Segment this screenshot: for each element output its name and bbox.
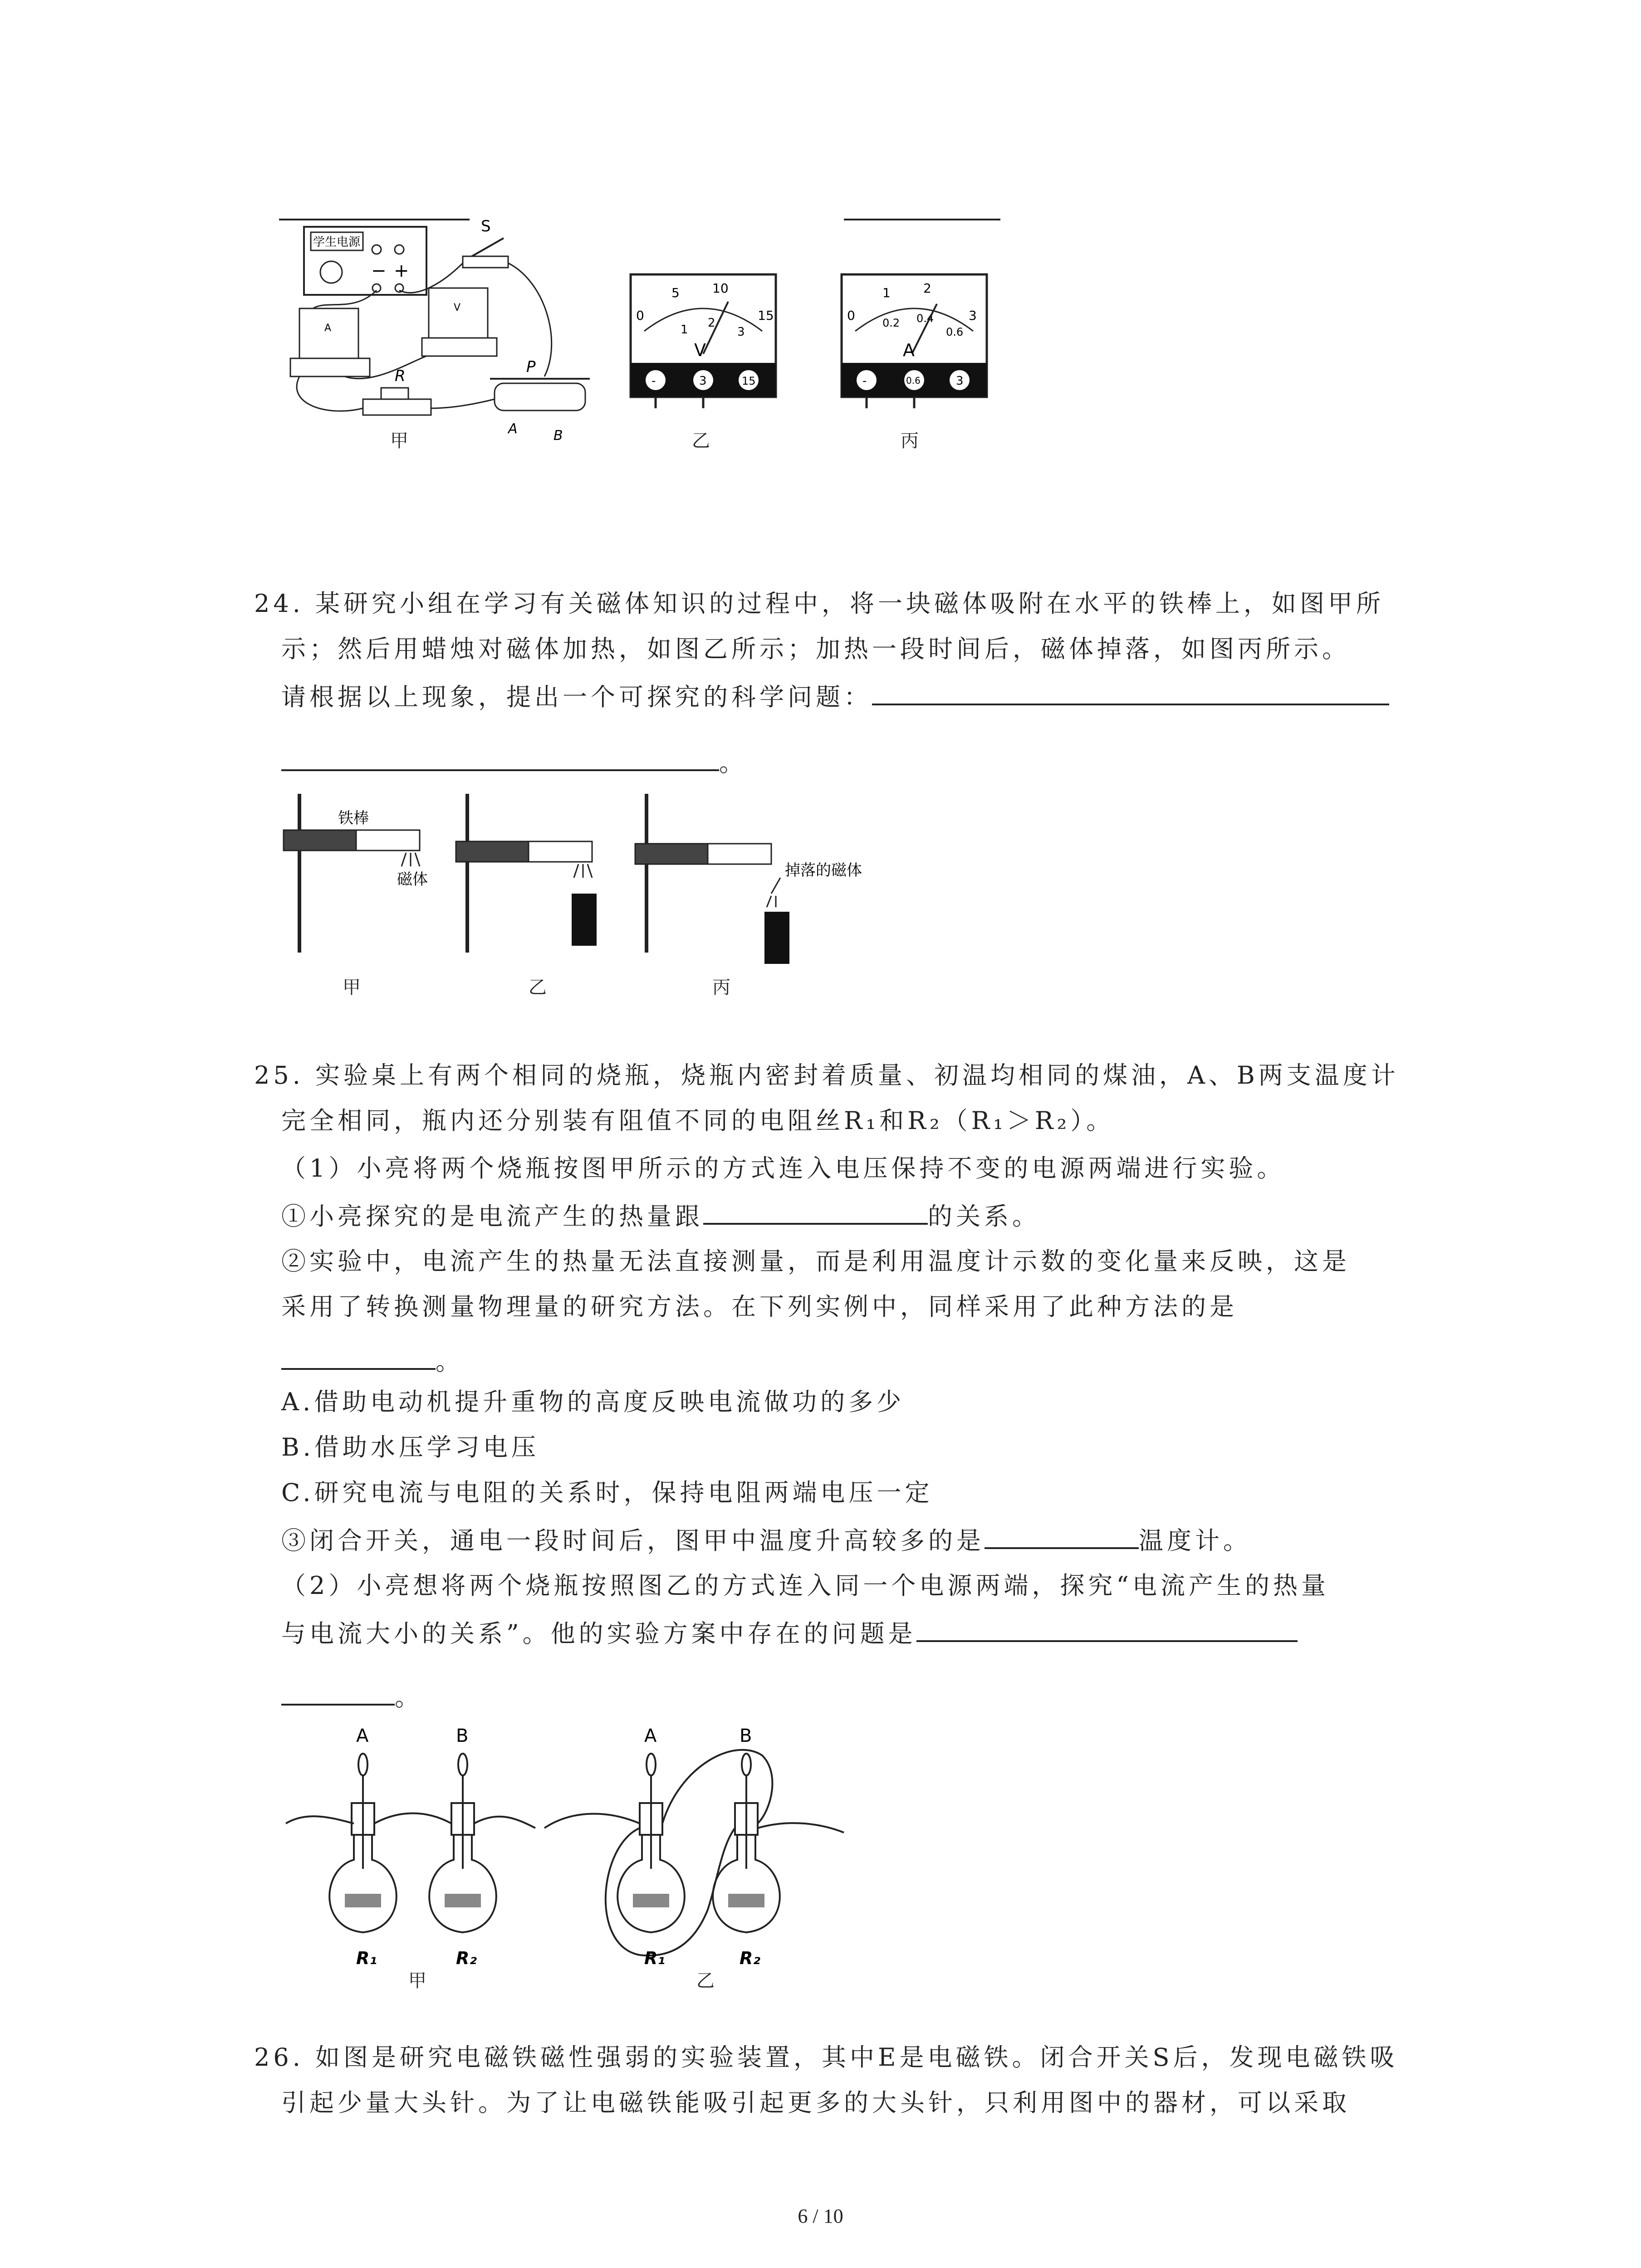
circuit-figure-jia xyxy=(272,213,617,449)
svg-text:0.6: 0.6 xyxy=(946,326,964,338)
q25-answer-blank-2[interactable] xyxy=(281,1343,436,1370)
q25-part-1: （1）小亮将两个烧瓶按图甲所示的方式连入电压保持不变的电源两端进行实验。 xyxy=(281,1154,1285,1183)
q25-part-2-line-2: 与电流大小的关系”。他的实验方案中存在的问题是 xyxy=(281,1615,1298,1650)
svg-text:−: − xyxy=(371,260,387,281)
q25-answer-blank-5[interactable] xyxy=(281,1678,395,1706)
q24-figure-label-bing: 丙 xyxy=(712,977,730,998)
q26-line-2: 引起少量大头针。为了让电磁铁能吸引起更多的大头针，只利用图中的器材，可以采取 xyxy=(281,2088,1350,2117)
ammeter-figure-bing xyxy=(837,272,991,408)
svg-text:R₁: R₁ xyxy=(356,1948,377,1968)
svg-text:-: - xyxy=(862,374,867,388)
svg-text:B: B xyxy=(554,428,563,444)
q25-part-2-line-3: 。 xyxy=(281,1678,423,1714)
svg-text:R₁: R₁ xyxy=(644,1948,665,1968)
svg-text:2: 2 xyxy=(708,316,715,330)
svg-text:10: 10 xyxy=(712,281,729,296)
svg-text:0.6: 0.6 xyxy=(906,375,921,386)
svg-text:磁体: 磁体 xyxy=(397,870,428,889)
magnet-heating-figure xyxy=(277,785,912,1002)
svg-text:A: A xyxy=(903,340,915,360)
answer-blank-top-right xyxy=(844,219,1000,220)
q26-line-1: 26. 如图是研究电磁铁磁性强弱的实验装置，其中E是电磁铁。闭合开关S后，发现电磁铁吸 xyxy=(254,2043,1398,2072)
svg-text:+: + xyxy=(394,260,409,281)
voltmeter-figure-yi xyxy=(626,272,780,408)
q25-sub-2-line-3: 。 xyxy=(281,1343,464,1378)
svg-text:3: 3 xyxy=(969,308,977,323)
svg-text:5: 5 xyxy=(671,285,680,300)
svg-text:B: B xyxy=(456,1725,469,1746)
svg-text:V: V xyxy=(454,302,461,313)
svg-text:3: 3 xyxy=(956,374,964,388)
svg-text:A: A xyxy=(644,1725,657,1746)
q24-figure-label-yi: 乙 xyxy=(529,977,547,998)
q25-option-c: C.研究电流与电阻的关系时，保持电阻两端电压一定 xyxy=(281,1478,933,1507)
svg-text:B: B xyxy=(740,1725,752,1746)
q25-option-a: A.借助电动机提升重物的高度反映电流做功的多少 xyxy=(281,1388,905,1416)
figure-label-bing: 丙 xyxy=(901,430,919,451)
svg-text:3: 3 xyxy=(699,374,707,388)
q24-figure-label-jia: 甲 xyxy=(343,977,361,998)
svg-text:3: 3 xyxy=(737,325,745,339)
q24-answer-blank-1[interactable] xyxy=(872,678,1389,705)
q25-sub-2-line-2: 采用了转换测量物理量的研究方法。在下列实例中，同样采用了此种方法的是 xyxy=(281,1292,1238,1321)
q25-part-2-line-1: （2）小亮想将两个烧瓶按照图乙的方式连入同一个电源两端，探究“电流产生的热量 xyxy=(281,1571,1329,1600)
page-number: 6 / 10 xyxy=(798,2205,843,2227)
q25-figure-label-yi: 乙 xyxy=(696,1970,715,1991)
svg-text:-: - xyxy=(652,374,656,388)
svg-text:A: A xyxy=(508,421,518,437)
q25-option-b: B.借助水压学习电压 xyxy=(281,1433,539,1461)
q25-answer-blank-4[interactable] xyxy=(916,1615,1298,1642)
svg-text:1: 1 xyxy=(882,285,891,300)
svg-text:铁棒: 铁棒 xyxy=(338,809,369,827)
svg-text:S: S xyxy=(481,217,491,235)
svg-text:A: A xyxy=(324,323,332,334)
q25-answer-blank-3[interactable] xyxy=(985,1522,1139,1549)
svg-text:学生电源: 学生电源 xyxy=(313,235,361,249)
svg-text:R: R xyxy=(395,367,406,385)
q25-answer-blank-1[interactable] xyxy=(703,1198,928,1225)
q24-line-2: 示；然后用蜡烛对磁体加热，如图乙所示；加热一段时间后，磁体掉落，如图丙所示。 xyxy=(281,635,1350,663)
q25-line-1: 25. 实验桌上有两个相同的烧瓶，烧瓶内密封着质量、初温均相同的煤油，A、B两支温度计 xyxy=(254,1061,1399,1090)
q25-sub-3: ③闭合开关，通电一段时间后，图甲中温度升高较多的是 温度计。 xyxy=(281,1522,1251,1557)
svg-text:0.4: 0.4 xyxy=(916,312,934,325)
svg-text:15: 15 xyxy=(742,375,756,387)
svg-text:0: 0 xyxy=(636,308,644,323)
q24-answer-blank-2[interactable] xyxy=(281,744,719,771)
svg-text:V: V xyxy=(694,340,706,360)
svg-text:2: 2 xyxy=(923,281,931,296)
q24-line-4: 。 xyxy=(281,744,747,779)
svg-text:1: 1 xyxy=(681,323,688,337)
svg-text:0.2: 0.2 xyxy=(882,317,900,329)
q25-figure-label-jia: 甲 xyxy=(408,1970,426,1991)
figure-label-yi: 乙 xyxy=(692,430,710,451)
figure-label-jia: 甲 xyxy=(390,430,408,451)
q24-line-1: 24. 某研究小组在学习有关磁体知识的过程中，将一块磁体吸附在水平的铁棒上，如图甲所 xyxy=(254,589,1385,618)
q25-sub-2-line-1: ②实验中，电流产生的热量无法直接测量，而是利用温度计示数的变化量来反映，这是 xyxy=(281,1247,1350,1276)
q25-line-2: 完全相同，瓶内还分别装有阻值不同的电阻丝R₁和R₂（R₁＞R₂）。 xyxy=(281,1106,1115,1135)
svg-text:R₂: R₂ xyxy=(740,1948,760,1968)
svg-text:P: P xyxy=(526,358,536,376)
svg-text:R₂: R₂ xyxy=(456,1948,477,1968)
q24-line-3: 请根据以上现象，提出一个可探究的科学问题： xyxy=(281,678,1389,714)
svg-text:掉落的磁体: 掉落的磁体 xyxy=(785,861,862,880)
q25-sub-1: ①小亮探究的是电流产生的热量跟 的关系。 xyxy=(281,1198,1040,1233)
svg-text:15: 15 xyxy=(758,308,774,323)
flask-heating-figure xyxy=(281,1719,857,1973)
svg-text:A: A xyxy=(356,1725,369,1746)
svg-text:0: 0 xyxy=(847,308,855,323)
